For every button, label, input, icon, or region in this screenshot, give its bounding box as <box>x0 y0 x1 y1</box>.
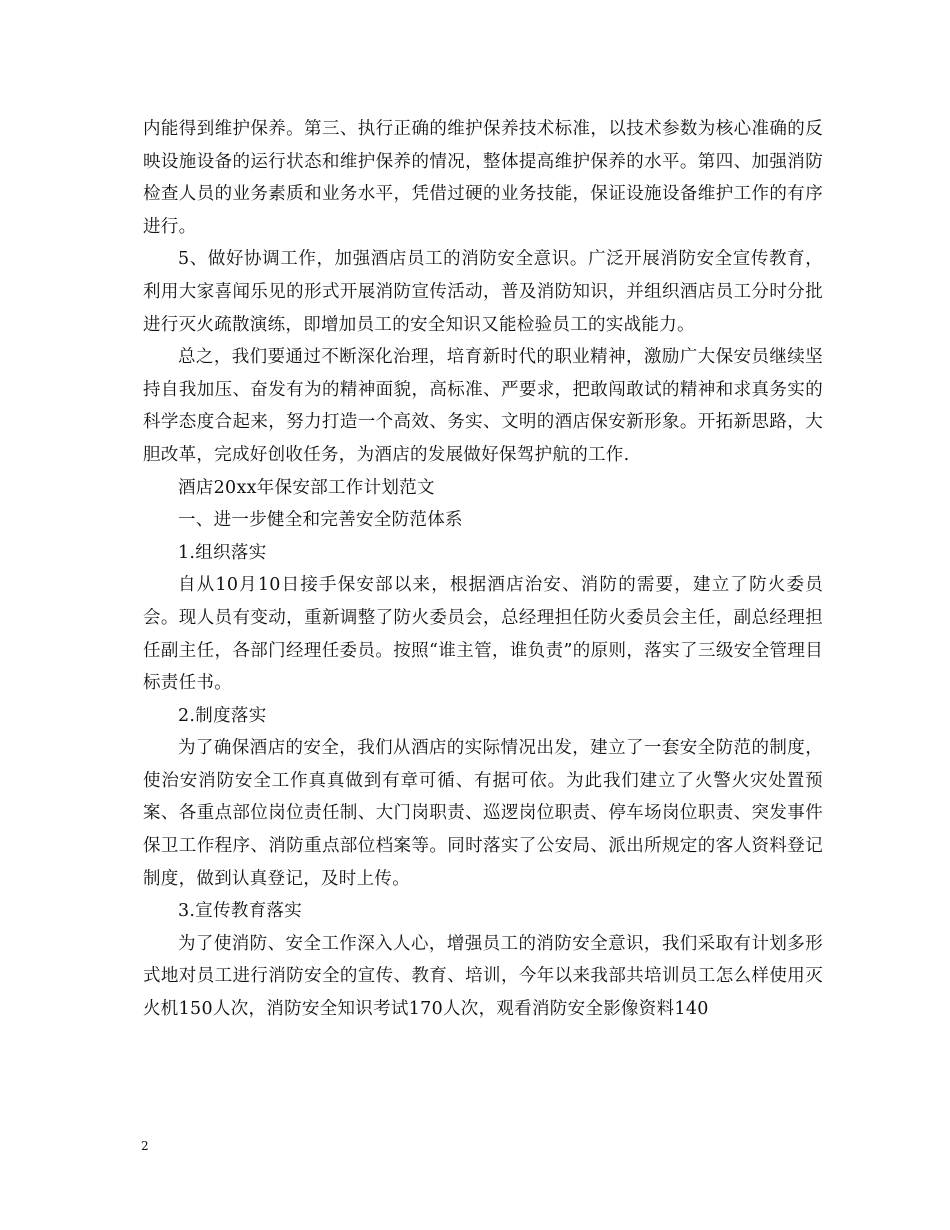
paragraph-3: 总之，我们要通过不断深化治理，培育新时代的职业精神，激励广大保安员继续坚持自我加压、奋发有为的精神面貌，高标准、严要求，把敢闯敢试的精神和求真务实的科学态度合起来，努力打造一个高效、务实、文明的酒店保安新形象。开拓新思路，大胆改革，完成好创收任务，为酒店的发展做好保驾护航的工作. <box>143 347 823 465</box>
subheading-2: 2.制度落实 <box>178 705 267 726</box>
paragraph-2: 5、做好协调工作，加强酒店员工的消防安全意识。广泛开展消防安全宣传教育，利用大家喜闻乐见的形式开展消防宣传活动，普及消防知识，并组织酒店员工分时分批进行灭火疏散演练，即增加员工的安全知识又能检验员工的实战能力。 <box>143 249 823 335</box>
subheading-3: 3.宣传教育落实 <box>178 901 303 922</box>
paragraph-6: 为了使消防、安全工作深入人心，增强员工的消防安全意识，我们采取有计划多形式地对员工进行消防安全的宣传、教育、培训，今年以来我部共培训员工怎么样使用灭火机150人次，消防安全知识考试170人次，观看消防安全影像资料140 <box>143 933 823 1020</box>
paragraph-1: 内能得到维护保养。第三、执行正确的维护保养技术标准，以技术参数为核心准确的反映设施设备的运行状态和维护保养的情况，整体提高维护保养的水平。第四、加强消防检查人员的业务素质和业务水平，凭借过硬的业务技能，保证设施设备维护工作的有序进行。 <box>143 119 823 237</box>
document-body <box>143 113 823 1026</box>
heading-1: 一、进一步健全和完善安全防范体系 <box>178 510 463 531</box>
subheading-1: 1.组织落实 <box>178 542 267 563</box>
section-title: 酒店20xx年保安部工作计划范文 <box>178 477 435 498</box>
paragraph-4: 自从10月10日接手保安部以来，根据酒店治安、消防的需要，建立了防火委员会。现人员有变动，重新调整了防火委员会，总经理担任防火委员会主任，副总经理担任副主任，各部门经理任委员。按照“谁主管，谁负责”的原则，落实了三级安全管理目标责任书。 <box>143 575 823 694</box>
page-number: 2 <box>141 1139 149 1153</box>
paragraph-5: 为了确保酒店的安全，我们从酒店的实际情况出发，建立了一套安全防范的制度，使治安消防安全工作真真做到有章可循、有据可依。为此我们建立了火警火灾处置预案、各重点部位岗位责任制、大门岗职责、巡逻岗位职责、停车场岗位职责、突发事件保卫工作程序、消防重点部位档案等。同时落实了公安局、派出所规定的客人资料登记制度，做到认真登记，及时上传。 <box>143 738 823 889</box>
